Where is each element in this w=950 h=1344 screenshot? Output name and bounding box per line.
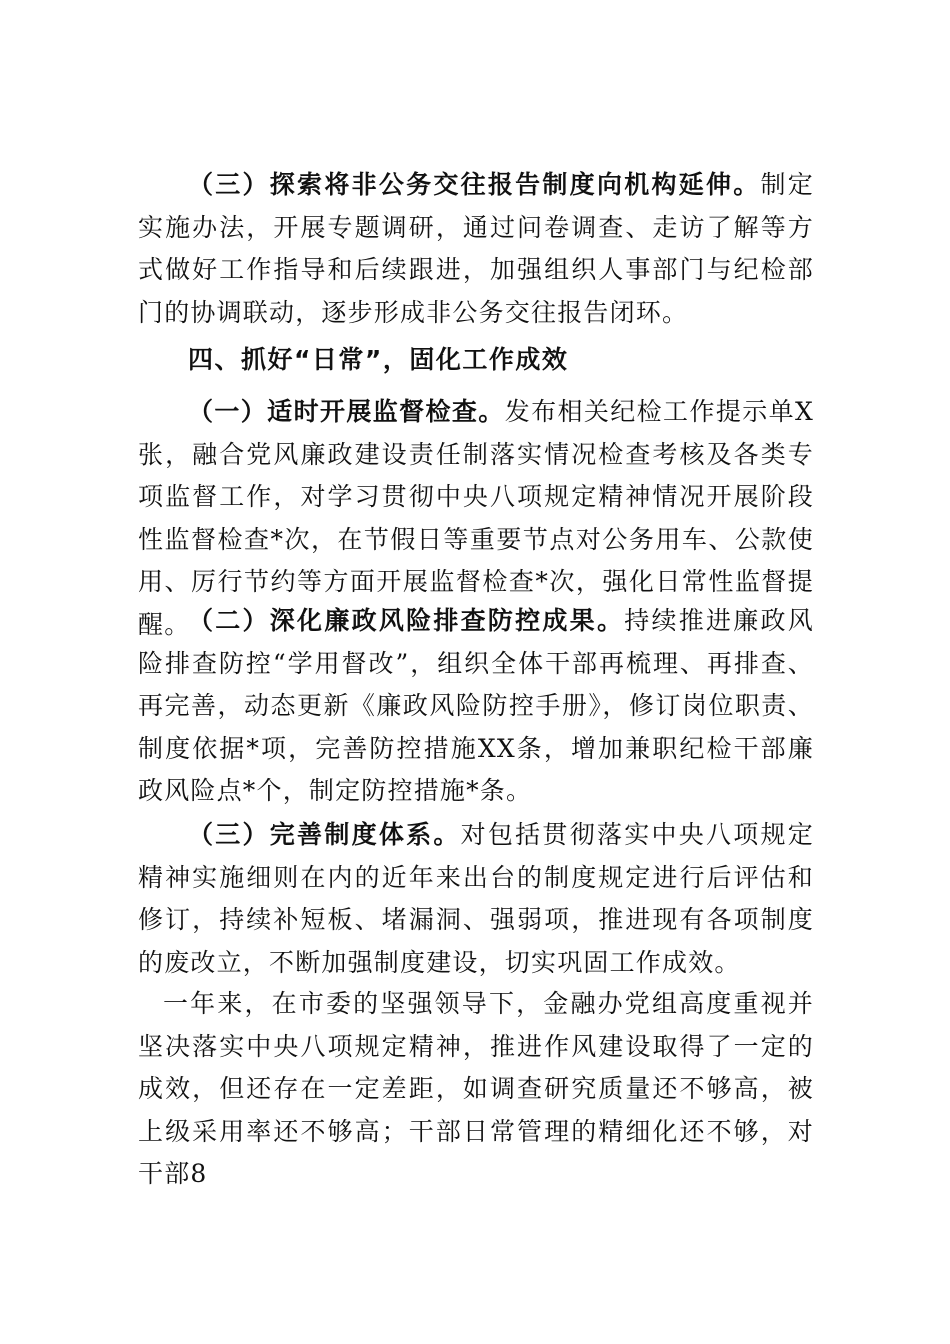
paragraph-system-improvement	[138, 814, 814, 984]
paragraph-body: 一年来，在市委的坚强领导下，金融办党组高度重视并坚决落实中央八项规定精神，推进作风建设取得了一定的成效，但还存在一定差距，如调查研究质量还不够高，被上级采用率还不够高；干部日常管理的精细化还不够，对干部8	[138, 989, 814, 1189]
paragraph-nonofficial-report	[138, 164, 814, 334]
paragraph-body: 发布相关纪检工作提示单X张，融合党风廉政建设责任制落实情况检查考核及各类专项监督工作，对学习贯彻中央八项规定精神情况开展阶段性监督检查*次，在节假日等重要节点对公务用车、公款使用、厉行节约等方面开展监督检查*次，强化日常性监督提醒。	[138, 397, 815, 639]
paragraph-lead: （三）探索将非公务交往报告制度向机构延伸。	[188, 170, 761, 199]
section-heading: 四、抓好“日常”，固化工作成效	[188, 345, 569, 374]
paragraph-body: 制定实施办法，开展专题调研，通过问卷调查、走访了解等方式做好工作指导和后续跟进，加强组织人事部门与纪检部门的协调联动，逐步形成非公务交往报告闭环。	[138, 170, 814, 327]
paragraph-annual-summary	[138, 983, 814, 1196]
paragraph-body: 对包括贯彻落实中央八项规定精神实施细则在内的近年来出台的制度规定进行后评估和修订，持续补短板、堵漏洞、强弱项，推进现有各项制度的废改立，不断加强制度建设，切实巩固工作成效。	[138, 820, 814, 977]
paragraph-lead: （三）完善制度体系。	[188, 820, 461, 849]
paragraph-lead: （一）适时开展监督检查。	[188, 397, 505, 426]
paragraph-body: 持续推进廉政风险排查防控“学用督改”，组织全体干部再梳理、再排查、再完善，动态更新《廉政风险防控手册》，修订岗位职责、制度依据*项，完善防控措施XX条，增加兼职纪检干部廉政风险点*个，制定防控措施*条。	[138, 606, 814, 806]
paragraph-risk-control	[138, 600, 814, 813]
paragraph-lead: （二）深化廉政风险排查防控成果。	[188, 606, 625, 635]
